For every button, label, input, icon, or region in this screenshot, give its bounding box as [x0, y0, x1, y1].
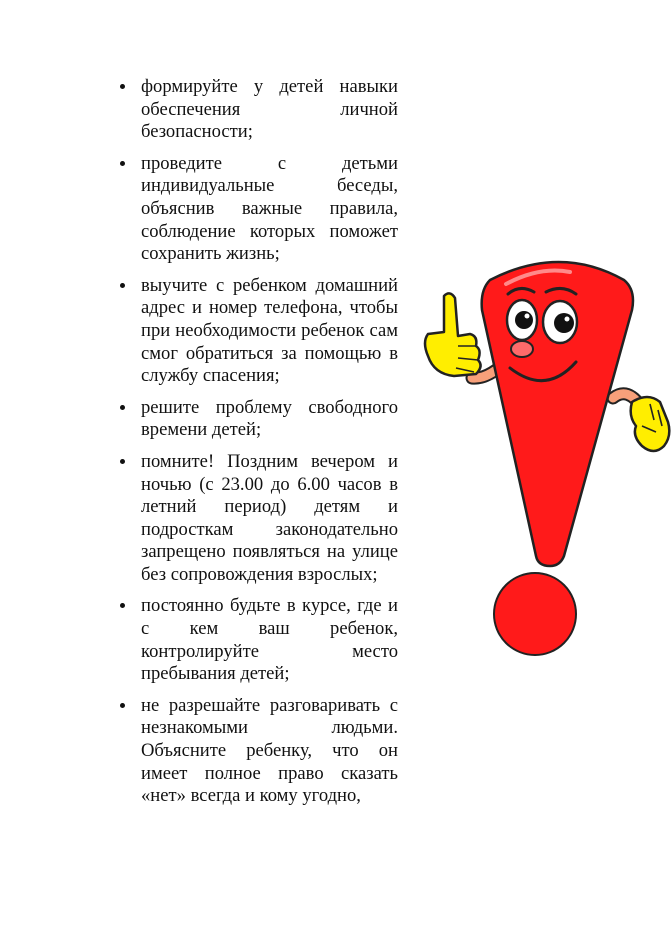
list-item-text: помните! Поздним вечером и ночью (с 23.00 до 6.00 часов в летний период) детям и подросткам законодательно запрещено появляться на улице без сопровождения взрослых;	[141, 450, 398, 585]
bullet-icon	[120, 603, 125, 608]
bullet-icon	[120, 84, 125, 89]
list-item	[118, 76, 398, 144]
bullet-icon	[120, 459, 125, 464]
bullet-icon	[120, 161, 125, 166]
bullet-icon	[120, 283, 125, 288]
safety-tips-list	[118, 76, 398, 817]
list-item	[118, 595, 398, 685]
bullet-icon	[120, 703, 125, 708]
right-glove-icon	[631, 397, 670, 451]
list-item	[118, 397, 398, 442]
left-eye-icon	[507, 300, 537, 340]
list-item-text: решите проблему свободного времени детей;	[141, 396, 398, 441]
right-eye-icon	[543, 301, 577, 343]
list-item-text: формируйте у детей навыки обеспечения личной безопасности;	[141, 76, 398, 143]
list-item-text: постоянно будьте в курсе, где и с кем ваш ребенок, контролируйте место пребывания детей;	[141, 595, 398, 685]
list-item	[118, 695, 398, 808]
list-item-text: не разрешайте разговаривать с незнакомыми людьми. Объясните ребенку, что он имеет полное право сказать «нет» всегда и кому угодно,	[141, 694, 398, 807]
nose-icon	[511, 341, 533, 357]
left-glove-icon	[425, 293, 481, 376]
exclamation-mascot-icon	[410, 250, 672, 660]
list-item	[118, 451, 398, 587]
list-item	[118, 275, 398, 388]
list-item-text: выучите с ребенком домашний адрес и номер телефона, чтобы при необходимости ребенок сам смог обратиться за помощью в службу спасения;	[141, 274, 398, 387]
list-item	[118, 153, 398, 266]
exclamation-dot	[494, 573, 576, 655]
list-item-text: проведите с детьми индивидуальные беседы, объяснив важные правила, соблюдение которых поможет сохранить жизнь;	[141, 152, 398, 265]
bullet-icon	[120, 405, 125, 410]
